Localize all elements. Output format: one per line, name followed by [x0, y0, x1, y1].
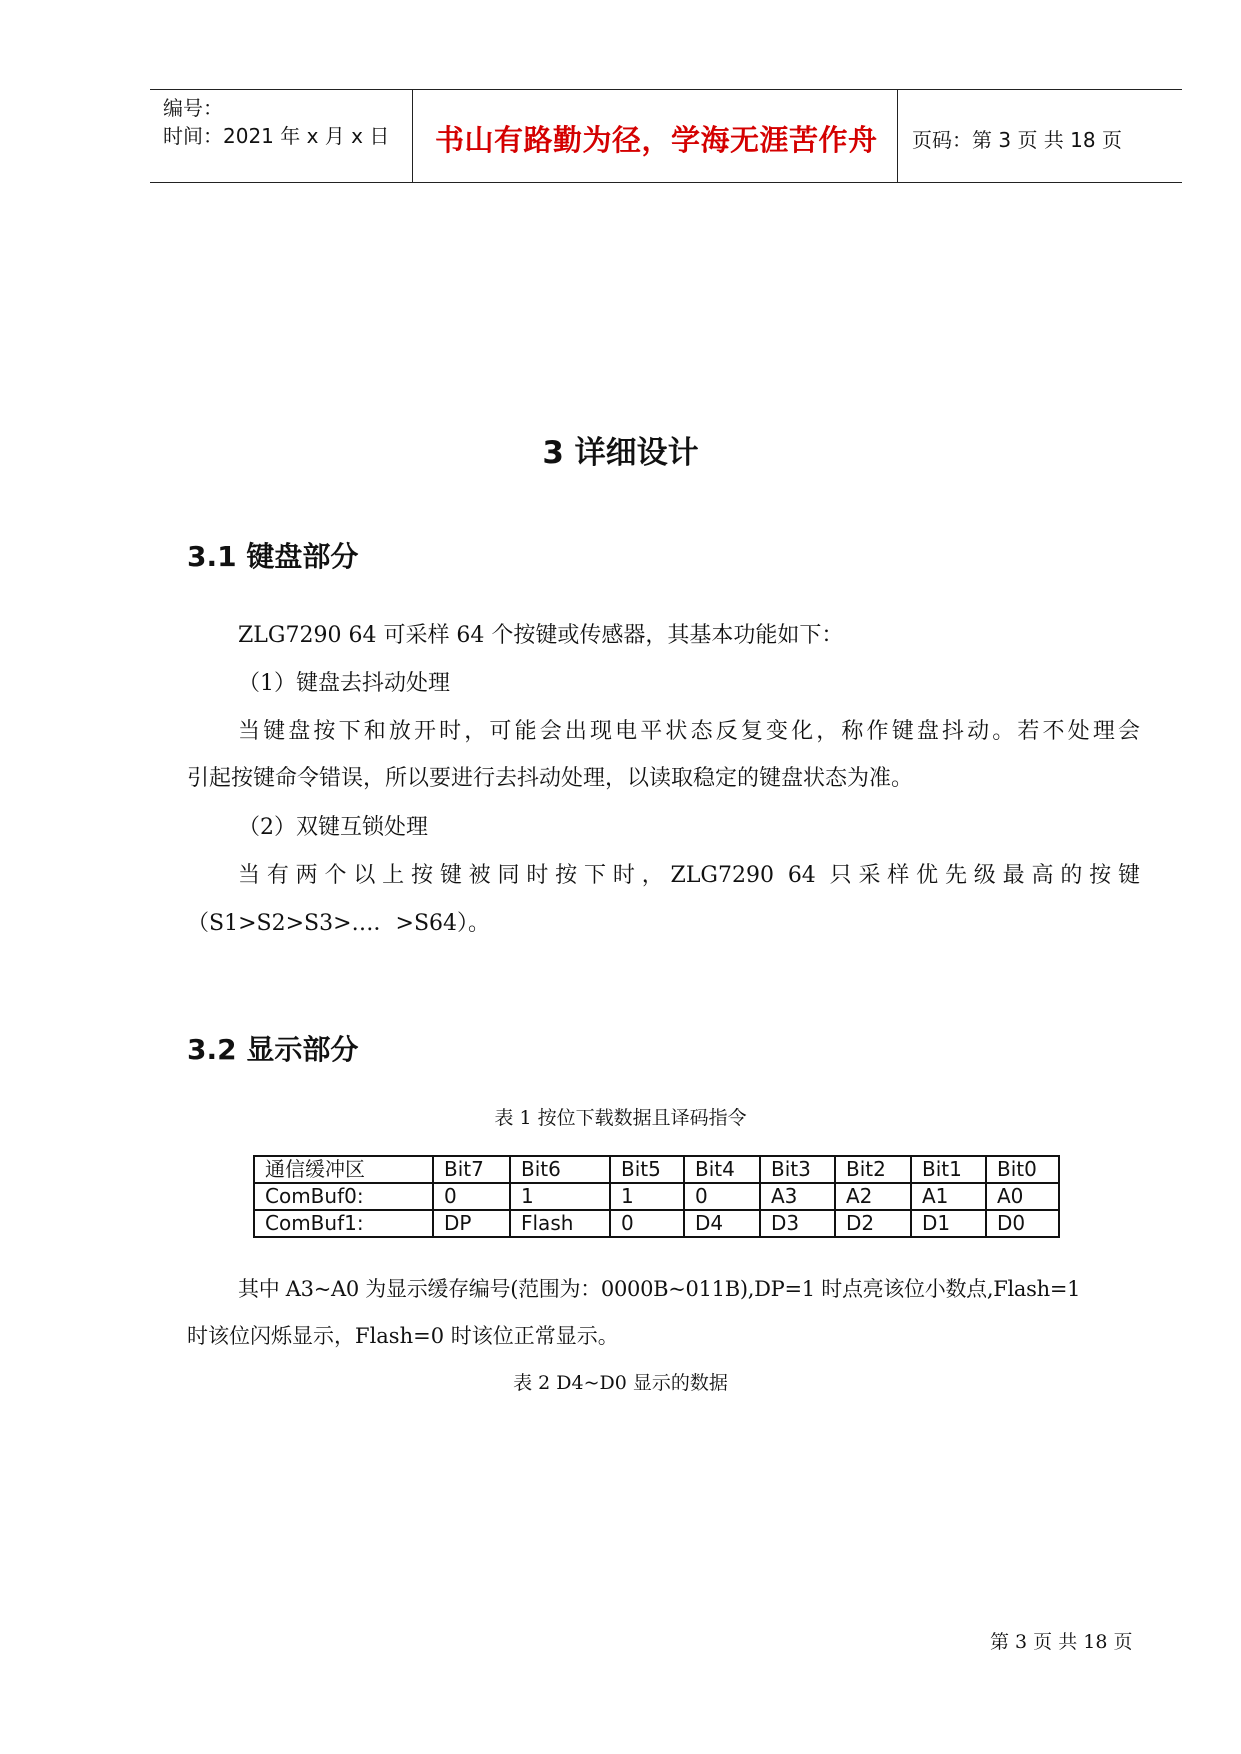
table-cell: D1 [911, 1210, 986, 1237]
table-cell: ComBuf1: [254, 1210, 433, 1237]
table-row [254, 1210, 1059, 1237]
table-cell: 0 [684, 1183, 760, 1210]
header-page-label: 页码：第 3 页 共 18 页 [912, 128, 1122, 152]
table-header-cell: 通信缓冲区 [254, 1156, 433, 1183]
display-note-line2: 时该位闪烁显示，Flash=0 时该位正常显示。 [187, 1324, 619, 1348]
page-footer: 第 3 页 共 18 页 [990, 1631, 1133, 1653]
section-keyboard-title: 3.1 键盘部分 [187, 540, 359, 573]
header-divider-right [897, 89, 898, 182]
table-cell: A3 [760, 1183, 835, 1210]
header-divider-left [412, 89, 413, 182]
table-header-cell: Bit2 [835, 1156, 911, 1183]
table1-caption: 表 1 按位下载数据且译码指令 [494, 1107, 747, 1129]
table-cell: 1 [510, 1183, 610, 1210]
table-header-cell: Bit6 [510, 1156, 610, 1183]
keyboard-item2-title: （2）双键互锁处理 [238, 815, 428, 840]
header-number-label: 编号： [163, 96, 223, 120]
header-bottom-rule [150, 182, 1182, 183]
keyboard-item2-line2: （S1>S2>S3>…．>S64）。 [187, 911, 491, 936]
header-time-label: 时间：2021 年 x 月 x 日 [163, 124, 390, 148]
table-header-cell: Bit1 [911, 1156, 986, 1183]
keyboard-item1-line1: 当键盘按下和放开时，可能会出现电平状态反复变化，称作键盘抖动。若不处理会 [238, 719, 1140, 744]
table-cell: D4 [684, 1210, 760, 1237]
keyboard-item2-line1: 当有两个以上按键被同时按下时，ZLG7290 64 只采样优先级最高的按键 [238, 863, 1140, 888]
header-motto: 书山有路勤为径，学海无涯苦作舟 [435, 123, 878, 157]
table-header-cell: Bit5 [610, 1156, 684, 1183]
table-cell: DP [433, 1210, 510, 1237]
table1 [253, 1155, 1060, 1238]
table-cell: A1 [911, 1183, 986, 1210]
keyboard-intro: ZLG7290 64 可采样 64 个按键或传感器，其基本功能如下： [238, 623, 844, 648]
table-cell: A0 [986, 1183, 1059, 1210]
table-cell: 1 [610, 1183, 684, 1210]
table-cell: Flash [510, 1210, 610, 1237]
table-header-cell: Bit4 [684, 1156, 760, 1183]
keyboard-item1-title: （1）键盘去抖动处理 [238, 671, 450, 696]
keyboard-item1-line2: 引起按键命令错误，所以要进行去抖动处理，以读取稳定的键盘状态为准。 [187, 766, 914, 791]
table-header-cell: Bit3 [760, 1156, 835, 1183]
display-note-line1: 其中 A3~A0 为显示缓存编号(范围为：0000B~011B),DP=1 时点亮该位小数点,Flash=1 [238, 1277, 1081, 1301]
table-cell: 0 [433, 1183, 510, 1210]
section-display-title: 3.2 显示部分 [187, 1033, 359, 1066]
table-cell: 0 [610, 1210, 684, 1237]
table-header-row [254, 1156, 1059, 1183]
table-cell: D0 [986, 1210, 1059, 1237]
chapter-title: 3 详细设计 [542, 435, 699, 471]
table-header-cell: Bit0 [986, 1156, 1059, 1183]
table2-caption: 表 2 D4~D0 显示的数据 [513, 1372, 728, 1394]
table-cell: D2 [835, 1210, 911, 1237]
table-row [254, 1183, 1059, 1210]
header-top-rule [150, 89, 1182, 90]
table-header-cell: Bit7 [433, 1156, 510, 1183]
table-cell: A2 [835, 1183, 911, 1210]
table-cell: ComBuf0: [254, 1183, 433, 1210]
table-cell: D3 [760, 1210, 835, 1237]
